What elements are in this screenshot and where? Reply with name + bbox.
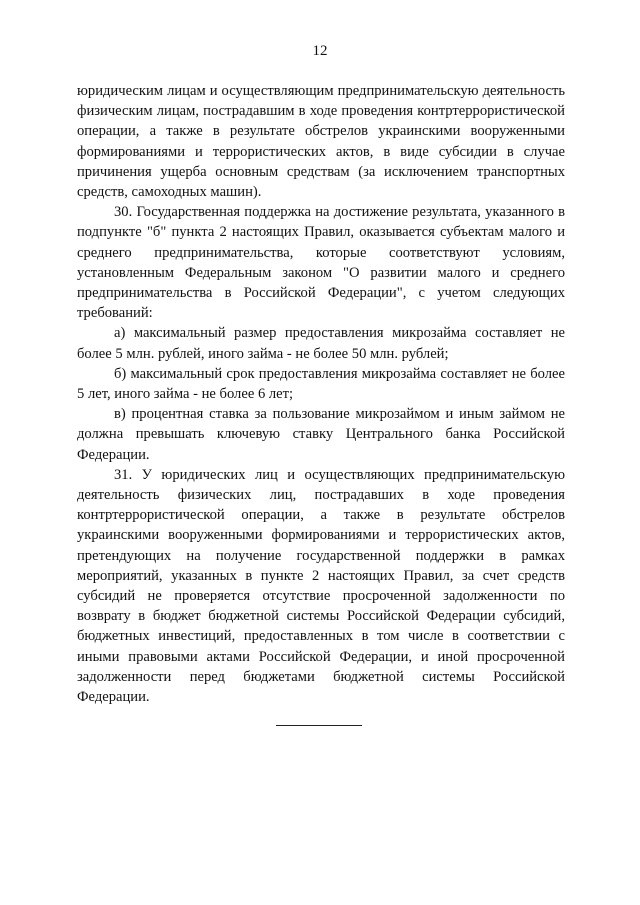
paragraph-30-b: б) максимальный срок предоставления микрозайма составляет не более 5 лет, иного займа - не более 6 лет;: [77, 365, 565, 403]
end-separator-line: [276, 725, 362, 726]
paragraph-31: 31. У юридических лиц и осуществляющих предпринимательскую деятельность физических лиц, пострадавших в ходе проведения контртеррористической операции, а также в результате обстрелов украинскими вооруженными формированиями и террористических актов, претендующих на получение государственной поддержки в рамках мероприятий, указанных в пункте 2 настоящих Правил, за счет средств субсидий не проверяется отсутствие просроченной задолженности по возврату в бюджет бюджетной системы Российской Федерации субсидий, бюджетных инвестиций, предоставленных в том числе в соответствии с иными правовыми актами Российской Федерации, и иной просроченной задолженности перед бюджетами бюджетной системы Российской Федерации.: [77, 466, 565, 706]
paragraph-continuation: юридическим лицам и осуществляющим предпринимательскую деятельность физическим лицам, пострадавшим в ходе проведения контртеррористической операции, а также в результате обстрелов украинскими вооруженными формированиями и террористических актов, в виде субсидии в случае причинения ущерба основным средствам (за исключением транспортных средств, самоходных машин).: [77, 83, 565, 201]
paragraph-30-c: в) процентная ставка за пользование микрозаймом и иным займом не должна превышать ключевую ставку Центрального банка Российской Федерации.: [77, 406, 565, 463]
document-body: [77, 81, 565, 707]
page-number: 12: [312, 43, 328, 59]
paragraph-30: 30. Государственная поддержка на достижение результата, указанного в подпункте "б" пункта 2 настоящих Правил, оказывается субъектам малого и среднего предпринимательства, которые соответствуют условиям, установленным Федеральным законом "О развитии малого и среднего предпринимательства в Российской Федерации", с учетом следующих требований:: [77, 204, 565, 322]
paragraph-30-a: а) максимальный размер предоставления микрозайма составляет не более 5 млн. рублей, иного займа - не более 50 млн. рублей;: [77, 325, 565, 362]
